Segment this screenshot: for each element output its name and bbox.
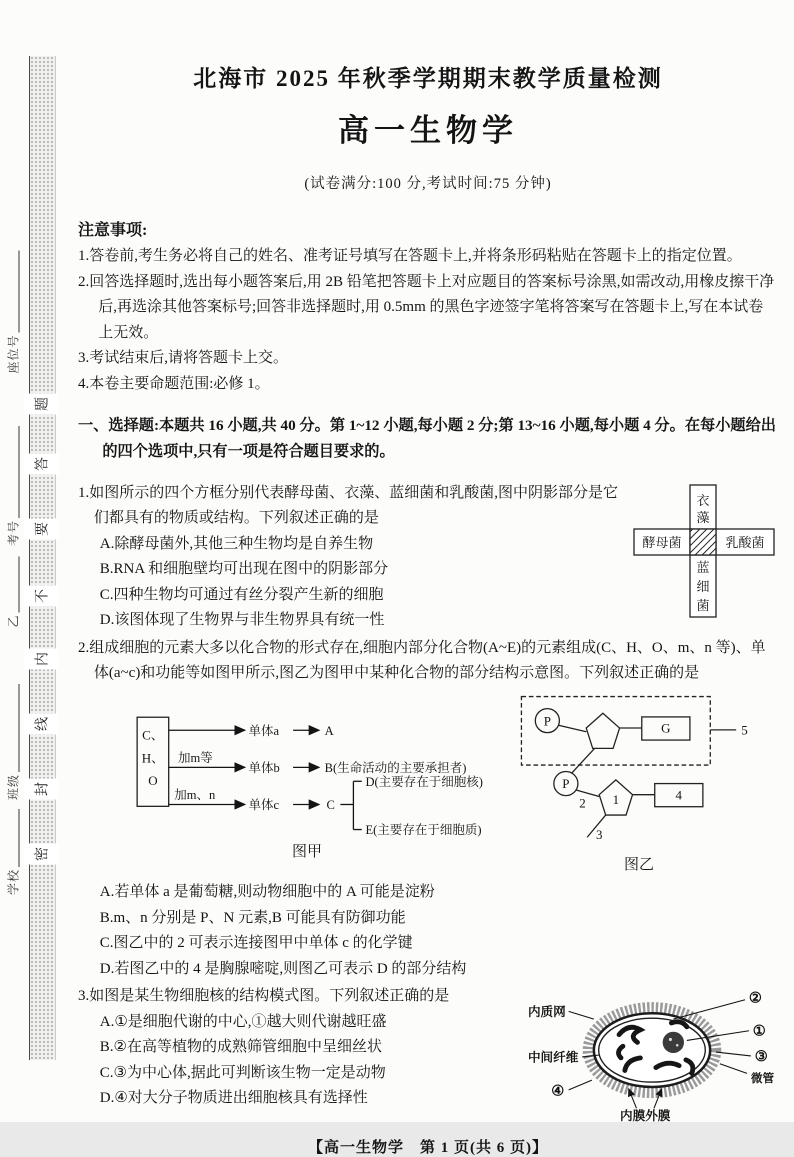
question-3 [78,984,778,1124]
q2-figures [126,691,778,879]
seal-char: 不 [25,586,59,607]
label-monomer-b: 单体b [248,760,280,775]
figure-jia [126,691,488,866]
label-5: 5 [741,722,748,738]
seal-char: 线 [25,714,59,735]
label-product-a: A [324,723,334,738]
label-g: G [661,720,671,736]
note-item-3: 3.考试结束后,请将答题卡上交。 [78,350,289,367]
blank-line [7,426,20,518]
blank-line [7,250,20,332]
q1-option-c: C.四种生物均可通过有丝分裂产生新的细胞 [99,586,384,603]
label-circle1: ① [752,1023,766,1040]
label-product-c: C [326,797,335,812]
pointer-mt [720,1064,747,1074]
q2-flowchart-figure [126,691,488,840]
bond [558,725,586,731]
label-monomer-a: 单体a [248,723,280,738]
q3-stem: 3.如图是某生物细胞核的结构模式图。下列叙述正确的是 [78,988,450,1005]
margin-field-school [5,809,22,895]
page-footer: 【高一生物学 第 1 页(共 6 页)】 [308,1140,548,1157]
label-intermediate-filament: 中间纤维 [527,1050,579,1065]
margin-field-label: 座位号 [6,334,21,374]
note-item-4: 4.本卷主要命题范围:必修 1。 [78,375,270,392]
pointer-3 [716,1052,751,1056]
seal-char: 封 [25,779,59,800]
seal-char: 题 [25,394,59,415]
q1-option-b: B.RNA 和细胞壁均可出现在图中的阴影部分 [99,561,389,578]
label-4: 4 [675,786,683,802]
label-add-mn: 加m、n [174,787,216,802]
q2-option-c: C.图乙中的 2 可表示连接图甲中单体 c 的化学键 [99,935,413,952]
margin-field-examno [5,426,22,546]
label-circle4: ④ [551,1083,565,1100]
label-circle3: ③ [754,1048,768,1065]
label-3: 3 [595,826,603,842]
exam-content [78,0,778,1157]
label-add-m: 加m等 [177,750,213,765]
q3-option-a: A.①是细胞代谢的中心,①越大则代谢越旺盛 [99,1013,387,1030]
element-c: C、 [142,727,164,743]
margin-field-label: 乙 [6,614,21,628]
label-2: 2 [579,795,586,811]
q1-stem: 1.如图所示的四个方框分别代表酵母菌、衣藻、蓝细菌和乳酸菌,图中阴影部分是它们都具有的物质或结构。下列叙述正确的是 [78,484,619,527]
label-cyanobacteria: 菌 [696,597,710,613]
q2-option-d: D.若图乙中的 4 是胸腺嘧啶,则图乙可表示 D 的部分结构 [99,960,467,977]
q3-nucleus-figure [526,986,778,1122]
figure-yi-caption: 图乙 [623,856,654,873]
element-o: O [148,772,158,788]
q2-option-a: A.若单体 a 是葡萄糖,则动物细胞中的 A 可能是淀粉 [99,884,435,901]
q1-option-d: D.该图体现了生物界与非生物界具有统一性 [99,612,385,629]
label-p2: P [562,775,570,791]
label-chlamydomonas: 衣 [696,492,710,508]
label-cyanobacteria: 细 [696,578,710,594]
subject-title: 高一生物学 [338,113,518,148]
seal-char: 要 [25,519,59,540]
label-er: 内质网 [527,1005,566,1020]
section-heading-choice: 一、选择题:本题共 16 小题,共 40 分。第 1~12 小题,每小题 2 分;第 13~16 小题,每小题 4 分。在每小题给出的四个选项中,只有一项是符合题目要求的。 [78,417,776,461]
margin-field-label: 学校 [6,868,21,896]
element-h: H、 [141,750,165,766]
label-1: 1 [612,791,620,807]
seal-char: 密 [25,844,59,865]
q1-option-a: A.除酵母菌外,其他三种生物均是自养生物 [99,535,374,552]
pointer-er [569,1012,594,1020]
nucleolus [663,1032,684,1053]
label-membranes: 内膜外膜 [620,1109,671,1124]
label-product-d: D(主要存在于细胞核) [365,774,483,789]
label-chlamydomonas: 藻 [696,509,710,525]
q3-option-b: B.②在高等植物的成熟筛管细胞中呈细丝状 [99,1039,382,1056]
seal-strip [29,56,56,1060]
question-1 [78,481,778,634]
q3-option-d: D.④对大分子物质进出细胞核具有选择性 [99,1090,368,1107]
figure-jia-caption: 图甲 [291,843,322,860]
blank-line [7,684,20,772]
page-title: 北海市 2025 年秋季学期期末教学质量检测 [193,66,663,91]
margin-field-label: 考号 [6,519,21,547]
label-product-b: B(生命活动的主要承担者) [324,760,467,775]
label-circle2: ② [748,990,762,1007]
margin-field-label: 班级 [6,773,21,801]
cytoskeleton-mesh [588,1008,716,1093]
q2-stem: 2.组成细胞的元素大多以化合物的形式存在,细胞内部分化合物(A~E)的元素组成(C、H、O、m、n 等)、单体(a~c)和功能等如图甲所示,图乙为图甲中某种化合物的部分结构示意图。下列叙述正确的是 [78,639,766,682]
bond-to-phosphate-2 [571,748,594,773]
label-cyanobacteria: 蓝 [696,559,710,575]
q3-option-c: C.③为中心体,据此可判断该生物一定是动物 [99,1064,386,1081]
label-microtubule: 微管 [750,1072,775,1086]
notes-section [78,217,778,397]
blank-line [7,556,20,612]
label-monomer-c: 单体c [248,797,280,812]
blank-line [7,809,20,867]
figure-yi [514,691,764,879]
note-item-1: 1.答卷前,考生务必将自己的姓名、准考证号填写在答题卡上,并将条形码粘贴在答题卡上的指定位置。 [78,248,742,265]
sugar-pentagon-1 [586,713,619,748]
question-2 [78,636,778,983]
q1-cross-figure [632,483,778,619]
dashed-unit-box [521,696,710,765]
q2-option-b: B.m、n 分别是 P、N 元素,B 可能具有防御功能 [99,909,406,926]
label-yeast: 酵母菌 [642,534,682,550]
note-item-2: 2.回答选择题时,选出每小题答案后,用 2B 铅笔把答题卡上对应题目的答案标号涂黑,如需改动,用橡皮擦干净后,再选涂其他答案标号;回答非选择题时,用 0.5mm 的黑色字迹签字笔将答案写在答题卡上,写在本试卷上无效。 [78,273,775,341]
margin-field-seat [5,250,22,373]
margin-field-yi [5,556,22,627]
nucleolus-speck [676,1044,679,1047]
nucleolus-speck [669,1038,672,1041]
q2-nucleotide-figure [514,691,764,853]
seal-char: 内 [25,649,59,670]
notes-heading: 注意事项: [78,222,148,239]
label-p1: P [543,712,551,728]
exam-info: (试卷满分:100 分,考试时间:75 分钟) [304,176,552,192]
pointer-4 [569,1080,592,1090]
margin-field-class [5,684,22,800]
label-lactobacillus: 乳酸菌 [725,534,765,550]
shaded-overlap-region [690,529,716,555]
seal-char: 答 [25,454,59,475]
label-product-e: E(主要存在于细胞质) [365,822,482,837]
